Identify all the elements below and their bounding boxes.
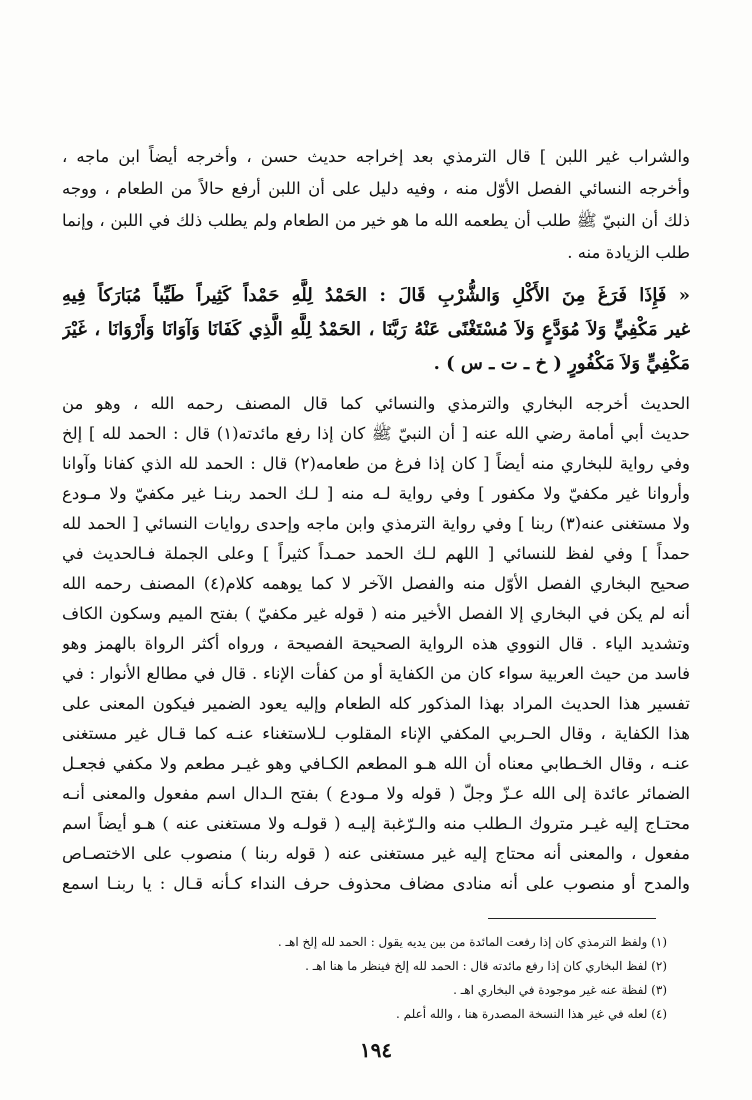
commentary-line-10: فاسد من حيث العربية سواء كان من الكفاية أو من كفأت الإناء . قال في مطالع الأنوار : في — [62, 664, 690, 683]
paragraph1-line-1: والشراب غير اللبن ] قال الترمذي بعد إخراجه حديث حسن ، وأخرجه أيضاً ابن ماجه ، — [62, 147, 690, 166]
commentary-line-2: حديث أبي أمامة رضي الله عنه [ أن النبيّ ﷺ كان إذا رفع مائدته(١) قال : الحمد لله ] إلخ — [62, 424, 690, 443]
footnote-1: (١) ولفظ الترمذي كان إذا رفعت المائدة من بين يديه يقول : الحمد لله إلخ اهـ . — [277, 935, 667, 949]
commentary-line-9: وتشديد الياء . قال النووي هذه الرواية الصحيحة الفصيحة ، ورواه أكثر الرواة بالهمز وهو — [62, 634, 690, 653]
paragraph1-line-2: وأخرجه النسائي الفصل الأوّل منه ، وفيه دليل على أن اللبن أرفع حالاً من الطعام ، ووجه — [62, 179, 690, 198]
commentary-line-17: والمدح أو منصوب على أنه منادى مضاف محذوف حرف النداء كـأنه قـال : يا ربنـا اسمع — [62, 874, 690, 893]
commentary-line-14: الضمائر عائدة إلى الله عـزّ وجلّ ( قوله ولا مـودع ) بفتح الـدال اسم مفعول والمعنى أنـه — [62, 784, 690, 803]
hadith-line-3: مَكْفِيٍّ وَلاَ مَكْفُورٍ ( خ ـ ت ـ س ) . — [433, 353, 690, 374]
commentary-line-6: حمداً ] وفي لفظ للنسائي [ اللهم لـك الحمد حمـداً كثيراً ] وعلى الجملة فـالحديث في — [62, 544, 690, 563]
footnote-2: (٢) لفظ البخاري كان إذا رفع مائدته قال : الحمد لله إلخ فينظر ما هنا اهـ . — [305, 959, 667, 973]
commentary-line-15: محتـاج إليه غيـر متروك الـطلب منه والـرّغبة إليـه ( قولـه ولا مستغنى عنه ) هـو أيضاً اسم — [62, 814, 690, 833]
commentary-line-4: وأروانا غير مكفيّ ولا مكفور ] وفي رواية لـه منه [ لـك الحمد ربنـا غير مكفيّ ولا مـودع — [62, 484, 690, 503]
footnote-4: (٤) لعله في غير هذا النسخة المصدرة هنا ، والله أعلم . — [396, 1007, 667, 1021]
commentary-line-5: ولا مستغنى عنه(٣) ربنا ] وفي رواية الترمذي وابن ماجه وإحدى روايات النسائي [ الحمد لله — [62, 514, 690, 533]
hadith-line-1: « فَإِذَا فَرَغَ مِنَ الأَكْلِ وَالشُّرْبِ قَالَ : الحَمْدُ لِلَّهِ حَمْداً كَثِيراً طَيِّباً مُبَارَكاً فِيهِ — [62, 285, 690, 306]
commentary-line-11: تفسير هذا الحديث المراد بهذا المذكور كله الطعام وإليه يعود الضمير فيكون المعنى على — [62, 694, 690, 713]
commentary-line-3: وفي رواية للبخاري منه أيضاً [ كان إذا فرغ من طعامه(٢) قال : الحمد لله الذي كفانا وآوانا — [62, 454, 690, 473]
commentary-line-1: الحديث أخرجه البخاري والترمذي والنسائي كما قال المصنف رحمه الله ، وهو من — [62, 394, 690, 413]
commentary-line-7: صحيح البخاري الفصل الأوّل منه والفصل الآخر لا كما يوهمه كلام(٤) المصنف رحمه الله — [62, 574, 690, 593]
hadith-line-2: غير مَكْفِيٍّ وَلاَ مُوَدَّعٍ وَلاَ مُسْتَغْنًى عَنْهُ رَبَّنَا ، الحَمْدُ لِلَّهِ الَّذِي كَفَانَا وَآوَانَا وَأَرْوَانَا ، غَيْرَ — [62, 319, 690, 340]
commentary-line-12: هذا الكفاية ، وقال الحـربي المكفي الإناء المقلوب لـلاستغناء عنـه كما قـال غير مستغنى — [62, 724, 690, 743]
paragraph1-line-4: طلب الزيادة منه . — [567, 243, 690, 262]
paragraph1-line-3: ذلك أن النبيّ ﷺ طلب أن يطعمه الله ما هو خير من الطعام ولم يطلب ذلك في اللبن ، وإنما — [62, 211, 690, 230]
commentary-line-16: مفعول ، والمعنى أنه محتاج إليه غير مستغنى عنه ( قوله ربنا ) منصوب على الاختصـاص — [62, 844, 690, 863]
commentary-line-13: عنـه ، وقال الخـطابي معناه أن الله هـو المطعم الكـافي وهو غيـر مطعم ولا مكفي فجعـل — [62, 754, 690, 773]
footnote-3: (٣) لفظة عنه غير موجودة في البخاري اهـ . — [453, 983, 667, 997]
footnote-separator — [488, 918, 656, 919]
commentary-line-8: أنه لم يكن في البخاري إلا الفصل الأخير منه ( قوله غير مكفيّ ) بفتح الميم وسكون الكاف — [62, 604, 690, 623]
page-number: ١٩٤ — [359, 1038, 393, 1062]
